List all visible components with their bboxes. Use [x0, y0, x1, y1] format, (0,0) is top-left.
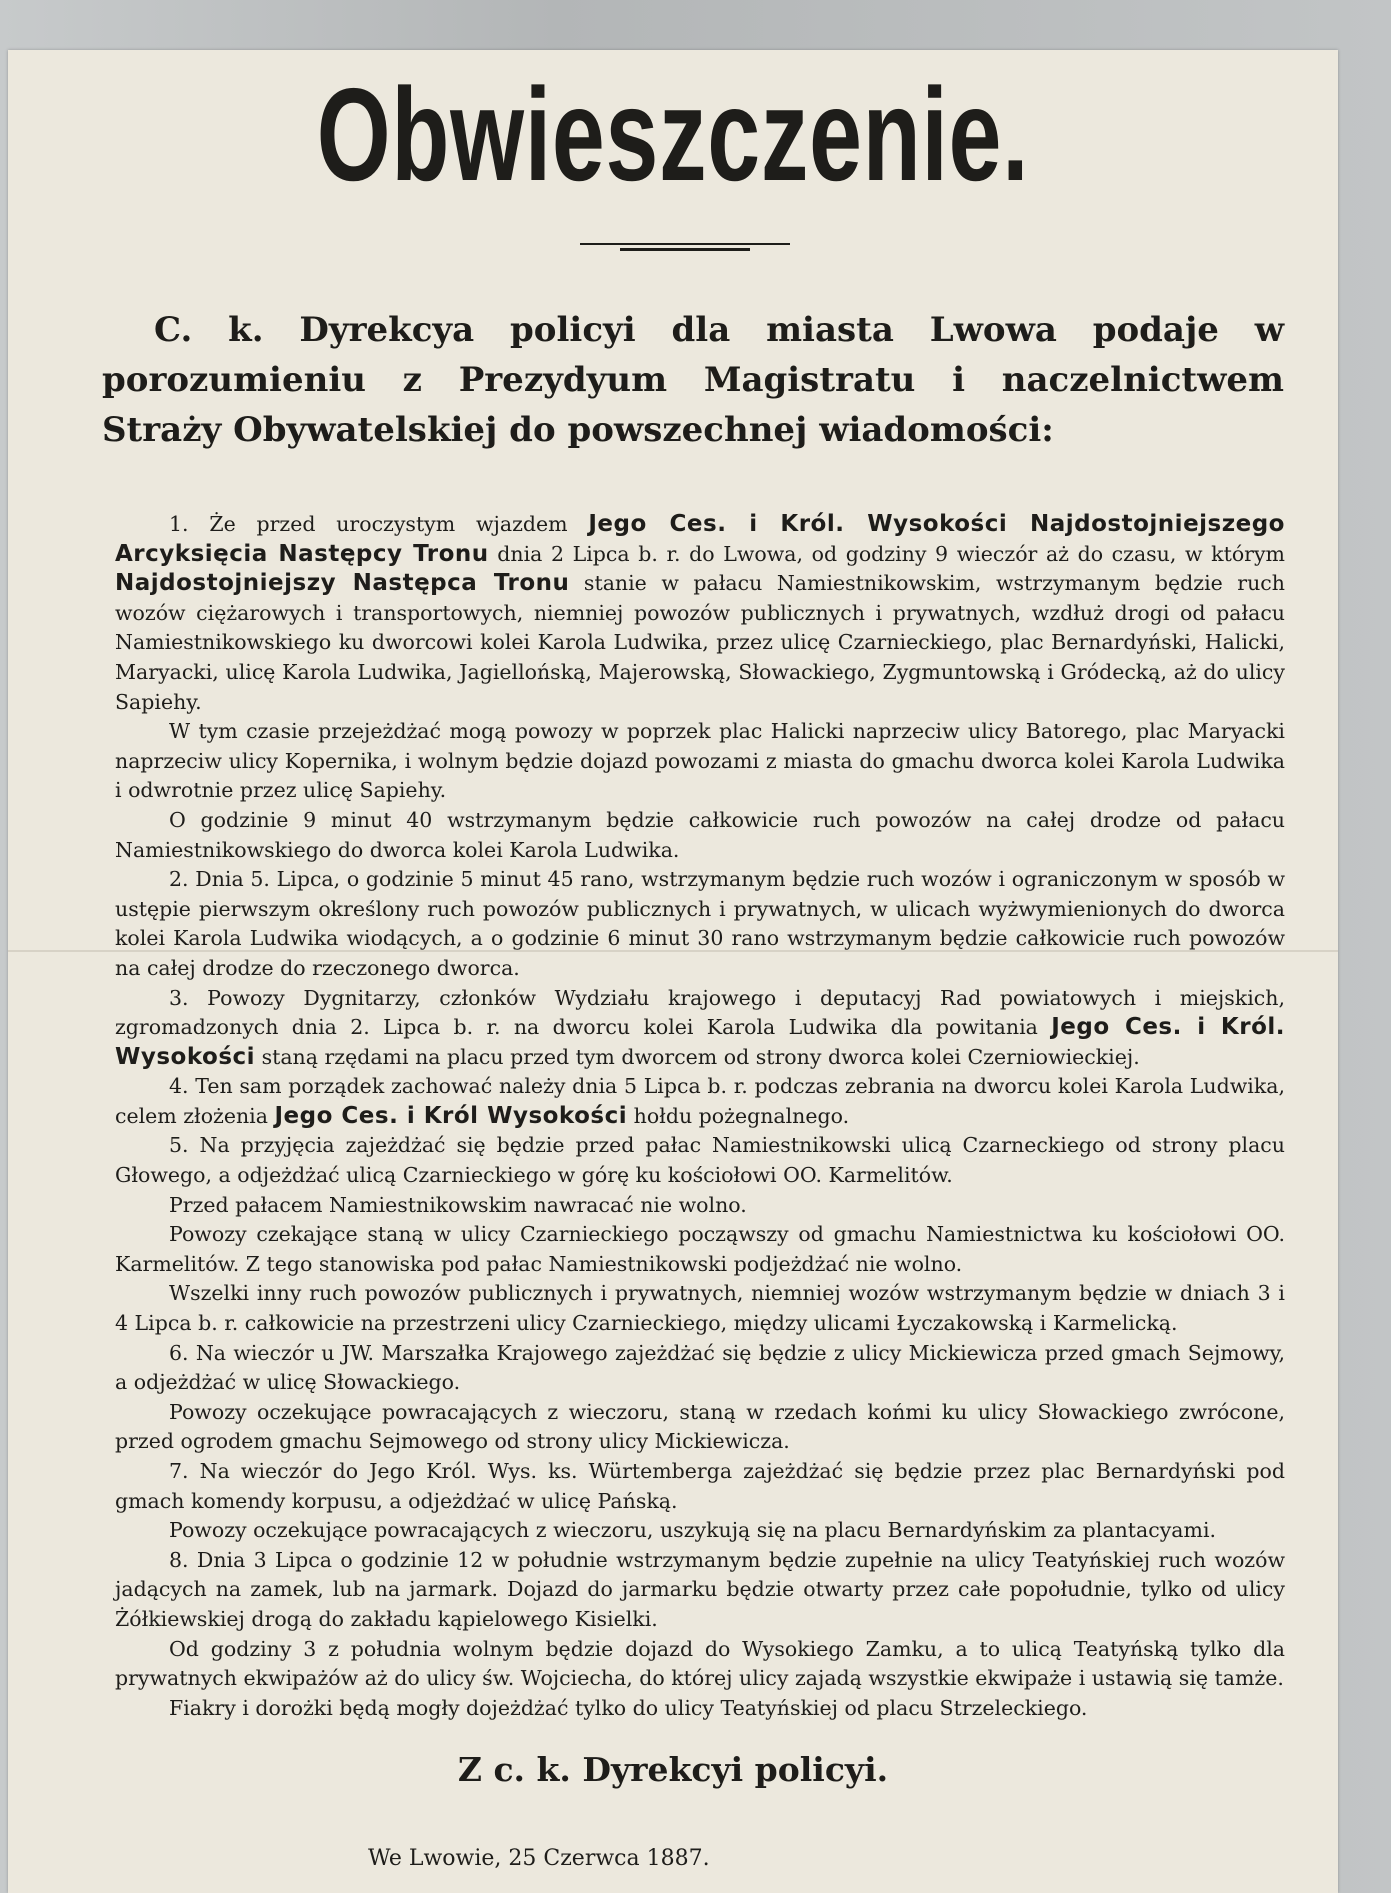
poster-sheet — [8, 50, 1338, 1893]
paragraph-3 — [115, 984, 1285, 1073]
intro-paragraph — [102, 305, 1284, 455]
text-span: dnia 2 Lipca b. r. do Lwowa, od godziny 9 wieczór aż do czasu, w którym — [488, 541, 1285, 566]
bold-span: Jego Ces. i Król. Wysokości — [115, 1014, 1285, 1070]
bold-span: Najdostojniejszy Następca Tronu — [115, 570, 570, 597]
text-span: 4. Ten sam porządek zachować należy dnia 5 Lipca b. r. podczas zebrania na dworcu kolei Karola Ludwika, celem złożenia — [115, 1074, 1285, 1128]
paragraph-8-3: Fiakry i dorożki będą mogły dojeżdżać tylko do ulicy Teatyńskiej od placu Strzeleckiego. — [169, 1695, 1088, 1720]
paragraph-6: 6. Na wieczór u JW. Marszałka Krajowego zajeżdżać się będzie z ulicy Mickiewicza przed gmach Sejmowy, a odjeżdżać w ulicę Słowackiego. — [115, 1340, 1285, 1395]
paragraph-5-3: Powozy czekające staną w ulicy Czarnieckiego począwszy od gmachu Namiestnictwa ku kościołowi OO. Karmelitów. Z tego stanowiska pod pałac Namiestnikowski podjeżdżać nie wolno. — [115, 1222, 1285, 1276]
paragraph-8: 8. Dnia 3 Lipca o godzinie 12 w południe wstrzymanym będzie zupełnie na ulicy Teatyńskiej ruch wozów jadących na zamek, lub na jarmark. Dojazd do jarmarku będzie otwarty przez całe popołudnie, tylko od ulicy Żółkiewskiej drogą do zakładu kąpielowego Kisielki. — [115, 1547, 1285, 1631]
paragraph-4 — [115, 1072, 1285, 1131]
paragraph-6-2: Powozy oczekujące powracających z wieczoru, staną w rzedach końmi ku ulicy Słowackiego zwrócone, przed ogrodem gmachu Sejmowego od strony ulicy Mickiewicza. — [115, 1399, 1285, 1454]
paragraph-8-2: Od godziny 3 z południa wolnym będzie dojazd do Wysokiego Zamku, a to ulicą Teatyńską tylko dla prywatnych ekwipażów aż do ulicy św. Wojciecha, do której ulicy zajadą wszystkie ekwipaże i ustawią się tamże. — [115, 1636, 1285, 1691]
text-span: stanie w pałacu Namiestnikowskim, wstrzymanym będzie ruch wozów ciężarowych i transportowych, niemniej powozów publicznych i prywatnych, wzdłuż drogi od pałacu Namiestnikowskiego ku dworcowi kolei Karola Ludwika, przez ulicę Czarnieckiego, plac Bernardyński, Halicki, Maryacki, ulicę Karola Ludwika, Jagiellońską, Majerowską, Słowackiego, Zygmuntowską i Gródecką, aż do ulicy Sapiehy. — [115, 571, 1285, 714]
paragraph-5-2: Przed pałacem Namiestnikowskim nawracać nie wolno. — [169, 1192, 747, 1217]
signature-line: Z c. k. Dyrekcyi policyi. — [457, 1750, 889, 1789]
paragraph-7: 7. Na wieczór do Jego Król. Wys. ks. Würtemberga zajeżdżać się będzie przez plac Bernardyński pod gmach komendy korpusu, a odjeżdżać w ulicę Pańską. — [115, 1459, 1285, 1513]
bold-span: Jego Ces. i Król Wysokości — [274, 1102, 628, 1129]
poster-title: Obwieszczenie. — [316, 61, 1030, 208]
title-divider-rule — [580, 243, 790, 251]
text-span: staną rzędami na placu przed tym dworcem od strony dworca kolei Czerniowieckiej. — [255, 1044, 1140, 1069]
bold-span: Jego Ces. i Król. Wysokości Najdostojniejszego Arcyksięcia Następcy Tronu — [115, 511, 1285, 567]
paragraph-5-4: Wszelki inny ruch powozów publicznych i prywatnych, niemniej wozów wstrzymanym będzie w dniach 3 i 4 Lipca b. r. całkowicie na przestrzeni ulicy Czarnieckiego, między ulicami Łyczakowską i Karmelicką. — [115, 1281, 1285, 1336]
paragraph-7-2: Powozy oczekujące powracających z wieczoru, uszykują się na placu Bernardyńskim za plantacyami. — [169, 1518, 1217, 1543]
text-span: 1. Że przed uroczystym wjazdem — [169, 512, 589, 536]
paragraph-1-3: O godzinie 9 minut 40 wstrzymanym będzie całkowicie ruch powozów na całej drodze od pałacu Namiestnikowskiego do dworca kolei Karola Ludwika. — [115, 807, 1285, 862]
paragraph-5: 5. Na przyjęcia zajeżdżać się będzie przed pałac Namiestnikowski ulicą Czarneckiego od strony placu Głowego, a odjeżdżać ulicą Czarnieckiego w górę ku kościołowi OO. Karmelitów. — [115, 1133, 1285, 1188]
place-date-line: We Lwowie, 25 Czerwca 1887. — [368, 1846, 710, 1871]
paragraph-1-2: W tym czasie przejeżdżać mogą powozy w poprzek plac Halicki naprzeciw ulicy Batorego, plac Maryacki naprzeciw ulicy Kopernika, i wolnym będzie dojazd powozami z miasta do gmachu dworca kolei Karola Ludwika i odwrotnie przez ulicę Sapiehy. — [115, 719, 1285, 803]
paragraph-2: 2. Dnia 5. Lipca, o godzinie 5 minut 45 rano, wstrzymanym będzie ruch wozów i ograniczonym w sposób w ustępie pierwszym określony ruch powozów publicznych i prywatnych, w ulicach wyżwymienionych do dworca kolei Karola Ludwika wiodących, a o godzinie 6 minut 30 rano wstrzymanym będzie całkowicie ruch powozów na całej drodze do rzeczonego dworca. — [115, 867, 1285, 980]
intro-text: C. k. Dyrekcya policyi dla miasta Lwowa podaje w porozumieniu z Prezydyum Magistratu i naczelnictwem Straży Obywatelskiej do powszechnej wiadomości: — [102, 310, 1284, 450]
text-span: 3. Powozy Dygnitarzy, członków Wydziału krajowego i deputacyj Rad powiatowych i miejskich, zgromadzonych dnia 2. Lipca b. r. na dworcu kolei Karola Ludwika dla powitania — [115, 985, 1285, 1040]
text-span: hołdu pożegnalnego. — [627, 1103, 850, 1128]
notice-body — [115, 510, 1285, 1723]
paragraph-1 — [115, 510, 1285, 717]
